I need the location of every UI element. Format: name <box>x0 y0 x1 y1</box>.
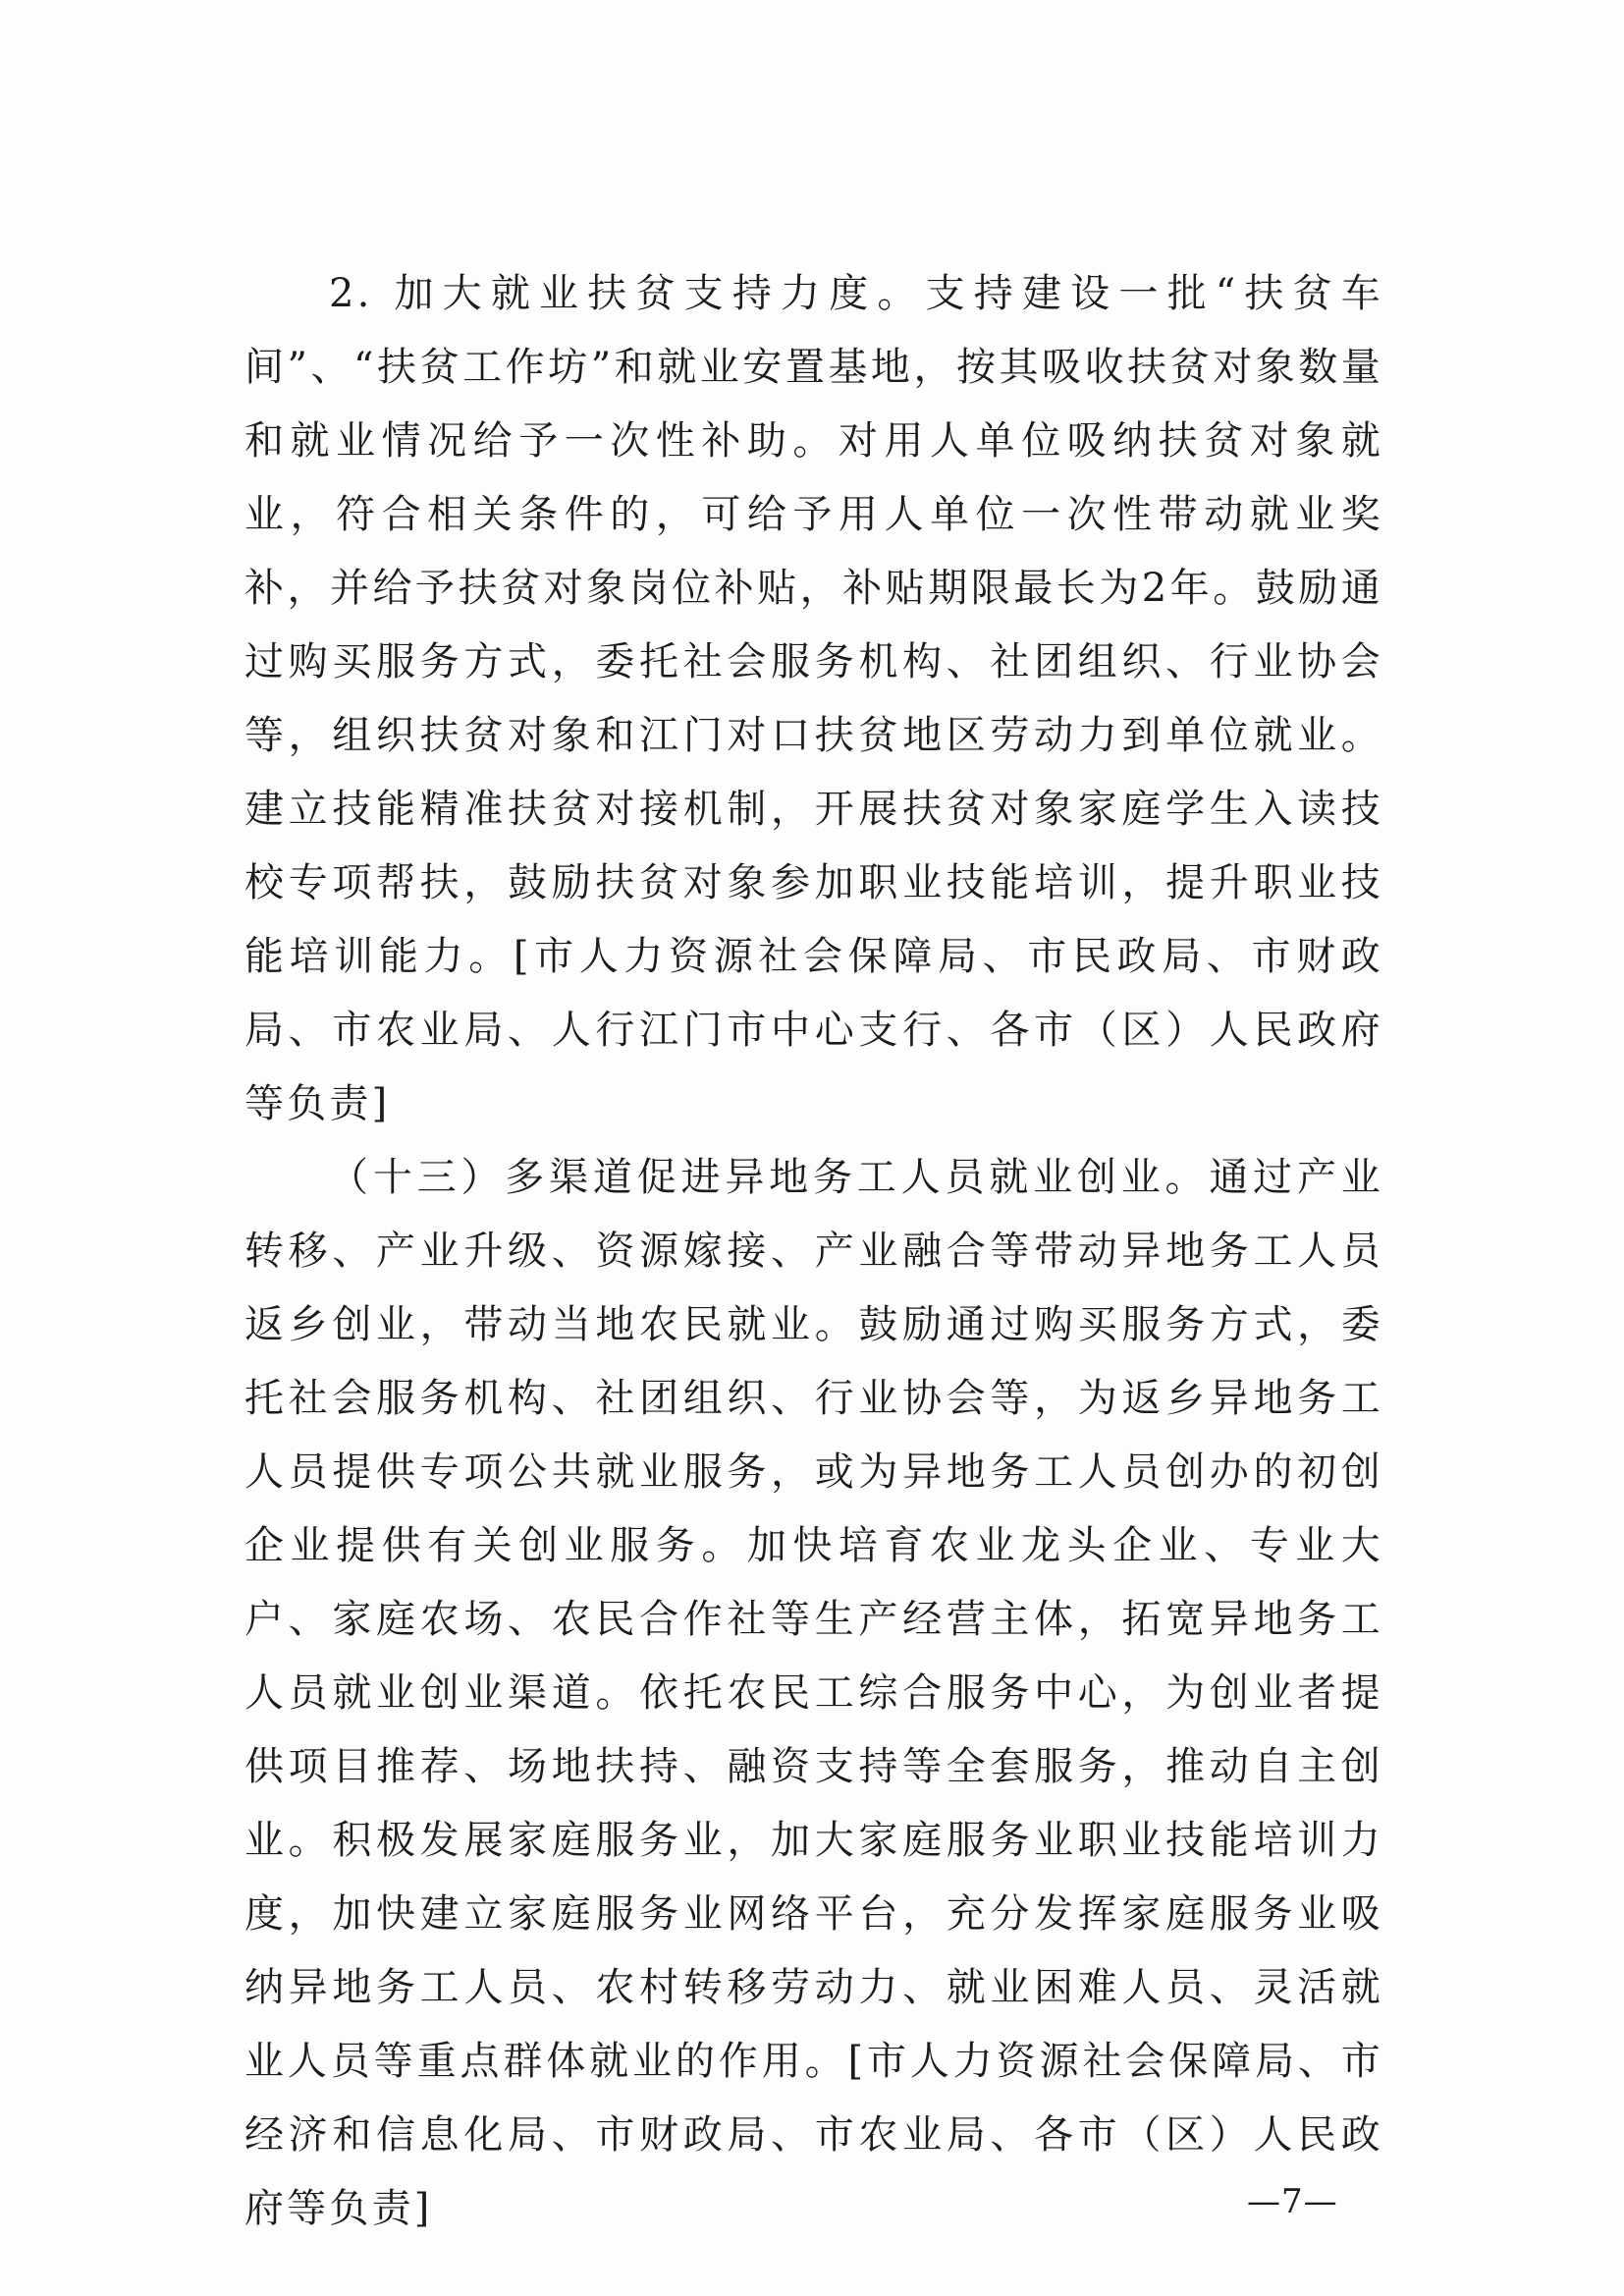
page-number: —7— <box>1247 2182 1338 2221</box>
paragraph-migrant-workers-employment: （十三）多渠道促进异地务工人员就业创业。通过产业转移、产业升级、资源嫁接、产业融合等带动异地务工人员返乡创业，带动当地农民就业。鼓励通过购买服务方式，委托社会服务机构、社团组织、行业协会等，为返乡异地务工人员提供专项公共就业服务，或为异地务工人员创办的初创企业提供有关创业服务。加快培育农业龙头企业、专业大户、家庭农场、农民合作社等生产经营主体，拓宽异地务工人员就业创业渠道。依托农民工综合服务中心，为创业者提供项目推荐、场地扶持、融资支持等全套服务，推动自主创业。积极发展家庭服务业，加大家庭服务业职业技能培训力度，加快建立家庭服务业网络平台，充分发挥家庭服务业吸纳异地务工人员、农村转移劳动力、就业困难人员、灵活就业人员等重点群体就业的作用。[市人力资源社会保障局、市经济和信息化局、市财政局、市农业局、各市（区）人民政府等负责] <box>244 1155 1383 2231</box>
paragraph-employment-poverty-support: 2. 加大就业扶贫支持力度。支持建设一批“扶贫车间”、“扶贫工作坊”和就业安置基地，按其吸收扶贫对象数量和就业情况给予一次性补助。对用人单位吸纳扶贫对象就业，符合相关条件的，可给予用人单位一次性带动就业奖补，并给予扶贫对象岗位补贴，补贴期限最长为2年。鼓励通过购买服务方式，委托社会服务机构、社团组织、行业协会等，组织扶贫对象和江门对口扶贫地区劳动力到单位就业。建立技能精准扶贫对接机制，开展扶贫对象家庭学生入读技校专项帮扶，鼓励扶贫对象参加职业技能培训，提升职业技能培训能力。[市人力资源社会保障局、市民政局、市财政局、市农业局、人行江门市中心支行、各市（区）人民政府等负责] <box>244 271 1383 1126</box>
document-body <box>244 257 1383 2246</box>
